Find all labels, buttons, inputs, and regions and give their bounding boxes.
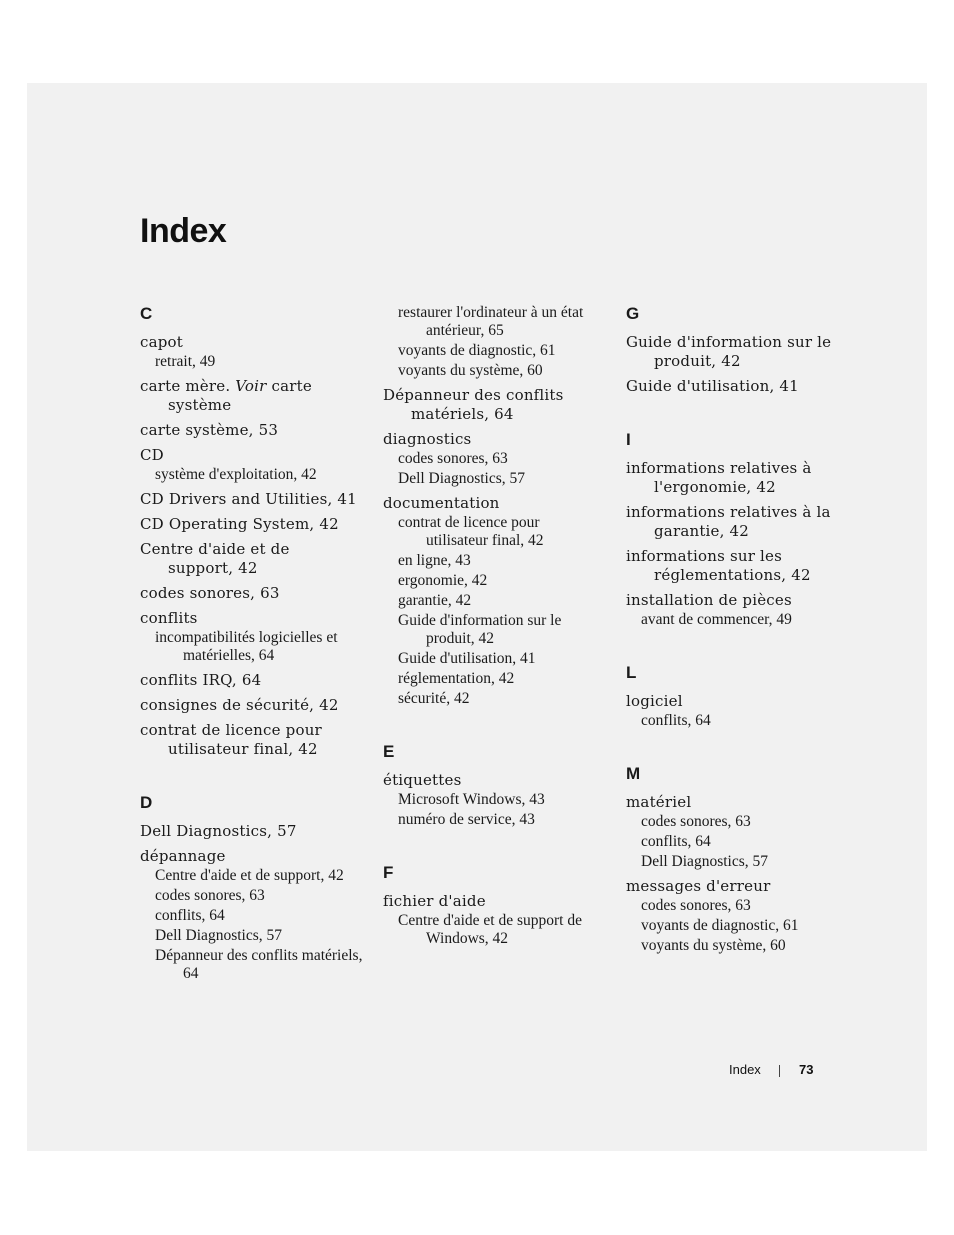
subentry: sécurité, 42 [398, 690, 470, 707]
index-entry [383, 771, 613, 829]
subentry: Guide d'information sur le produit, 42 [398, 612, 562, 647]
footer-section-label: Index [729, 1062, 761, 1077]
section-letter-l: L [626, 663, 637, 682]
subentry: conflits, 64 [641, 712, 711, 729]
entry-term: informations relatives à la garantie, 42 [626, 503, 831, 540]
subentry-list [626, 897, 841, 955]
subentry-list [383, 450, 613, 488]
index-entry [626, 877, 841, 955]
entry-term: dépannage [140, 847, 226, 865]
subentry: avant de commencer, 49 [641, 611, 792, 628]
subentry: incompatibilités logicielles et matérielles, 64 [155, 629, 338, 664]
subentry: conflits, 64 [155, 907, 225, 924]
subentry: codes sonores, 63 [641, 813, 751, 830]
subentry: réglementation, 42 [398, 670, 515, 687]
entry-term: diagnostics [383, 430, 472, 448]
index-entry [140, 609, 370, 665]
subentry: retrait, 49 [155, 353, 216, 370]
index-column-2 [383, 304, 613, 954]
index-entry [383, 892, 613, 948]
entry-term: capot [140, 333, 184, 351]
index-entry [140, 696, 370, 715]
subentry: en ligne, 43 [398, 552, 471, 569]
section-letter-m: M [626, 764, 641, 783]
index-entry [140, 333, 370, 371]
subentry-list [140, 629, 370, 665]
index-entry [626, 459, 841, 497]
subentry: restaurer l'ordinateur à un état antérieur, 65 [398, 304, 584, 339]
subentry: Dell Diagnostics, 57 [155, 927, 282, 944]
entry-term: codes sonores, 63 [140, 584, 280, 602]
index-entry [140, 490, 370, 509]
section-letter-d: D [140, 793, 153, 812]
index-entry [383, 430, 613, 488]
subentry: ergonomie, 42 [398, 572, 488, 589]
entry-term: fichier d'aide [383, 892, 486, 910]
section-letter-g: G [626, 304, 640, 323]
page-title: Index [140, 212, 227, 250]
index-entry [140, 515, 370, 534]
subentry-list [140, 466, 370, 484]
subentry: voyants de diagnostic, 61 [641, 917, 799, 934]
subentry: Centre d'aide et de support de Windows, 42 [398, 912, 582, 947]
index-entry [626, 333, 841, 371]
index-entry [383, 494, 613, 708]
subentry: conflits, 64 [641, 833, 711, 850]
see-reference: Voir [235, 377, 267, 395]
index-entry [140, 822, 370, 841]
entry-term: matériel [626, 793, 692, 811]
subentry: voyants de diagnostic, 61 [398, 342, 556, 359]
entry-term: CD [140, 446, 164, 464]
subentry-list [626, 813, 841, 871]
subentry-list [140, 867, 370, 983]
subentry: système d'exploitation, 42 [155, 466, 317, 483]
index-entry [626, 547, 841, 585]
entry-term: conflits IRQ, 64 [140, 671, 262, 689]
entry-term: Guide d'utilisation, 41 [626, 377, 799, 395]
entry-term: contrat de licence pour utilisateur final, 42 [140, 721, 322, 758]
entry-term: CD Operating System, 42 [140, 515, 339, 533]
index-entry [140, 377, 370, 415]
section-letter-e: E [383, 742, 395, 761]
index-entry [626, 692, 841, 730]
entry-term: documentation [383, 494, 500, 512]
subentry: voyants du système, 60 [398, 362, 543, 379]
entry-term: installation de pièces [626, 591, 792, 609]
subentry: garantie, 42 [398, 592, 472, 609]
subentry: Dell Diagnostics, 57 [398, 470, 525, 487]
page-footer [690, 1062, 815, 1080]
subentry-list [626, 611, 841, 629]
entry-term: logiciel [626, 692, 683, 710]
subentry: Dell Diagnostics, 57 [641, 853, 768, 870]
footer-divider [779, 1065, 780, 1077]
subentry: numéro de service, 43 [398, 811, 535, 828]
entry-term: informations sur les réglementations, 42 [626, 547, 811, 584]
entry-term: CD Drivers and Utilities, 41 [140, 490, 357, 508]
entry-term: Guide d'information sur le produit, 42 [626, 333, 832, 370]
index-entry [626, 503, 841, 541]
subentry-list [626, 712, 841, 730]
subentry: codes sonores, 63 [155, 887, 265, 904]
index-entry [626, 793, 841, 871]
index-entry [383, 386, 613, 424]
entry-term: étiquettes [383, 771, 462, 789]
subentry-list [383, 514, 583, 708]
entry-term: messages d'erreur [626, 877, 771, 895]
entry-text: carte système [168, 377, 312, 414]
index-column-3 [626, 304, 841, 961]
subentry: contrat de licence pour utilisateur final, 42 [398, 514, 544, 549]
index-entry [140, 847, 370, 983]
index-entry-continued [383, 304, 613, 380]
entry-text: carte mère. [140, 377, 236, 395]
index-entry [140, 584, 370, 603]
subentry-list [383, 791, 613, 829]
entry-term: informations relatives à l'ergonomie, 42 [626, 459, 812, 496]
index-entry [140, 540, 370, 578]
index-entry [140, 446, 370, 484]
entry-term [140, 377, 370, 415]
entry-term: Dell Diagnostics, 57 [140, 822, 297, 840]
index-entry [140, 671, 370, 690]
index-entry [140, 421, 370, 440]
subentry: Microsoft Windows, 43 [398, 791, 545, 808]
subentry-list [383, 304, 613, 380]
page-number: 73 [799, 1062, 814, 1077]
entry-term: Centre d'aide et de support, 42 [140, 540, 290, 577]
entry-term: Dépanneur des conflits matériels, 64 [383, 386, 564, 423]
entry-term: conflits [140, 609, 198, 627]
section-letter-c: C [140, 304, 153, 323]
index-entry [140, 721, 370, 759]
subentry: voyants du système, 60 [641, 937, 786, 954]
entry-term: carte système, 53 [140, 421, 279, 439]
subentry-list [140, 353, 370, 371]
section-letter-i: I [626, 430, 631, 449]
subentry: Guide d'utilisation, 41 [398, 650, 536, 667]
section-letter-f: F [383, 863, 394, 882]
subentry: codes sonores, 63 [641, 897, 751, 914]
subentry: Centre d'aide et de support, 42 [155, 867, 344, 884]
index-column-1 [140, 304, 370, 989]
entry-term: consignes de sécurité, 42 [140, 696, 339, 714]
subentry: Dépanneur des conflits matériels, 64 [155, 947, 363, 982]
subentry-list [383, 912, 613, 948]
subentry: codes sonores, 63 [398, 450, 508, 467]
index-entry [626, 377, 841, 396]
index-entry [626, 591, 841, 629]
